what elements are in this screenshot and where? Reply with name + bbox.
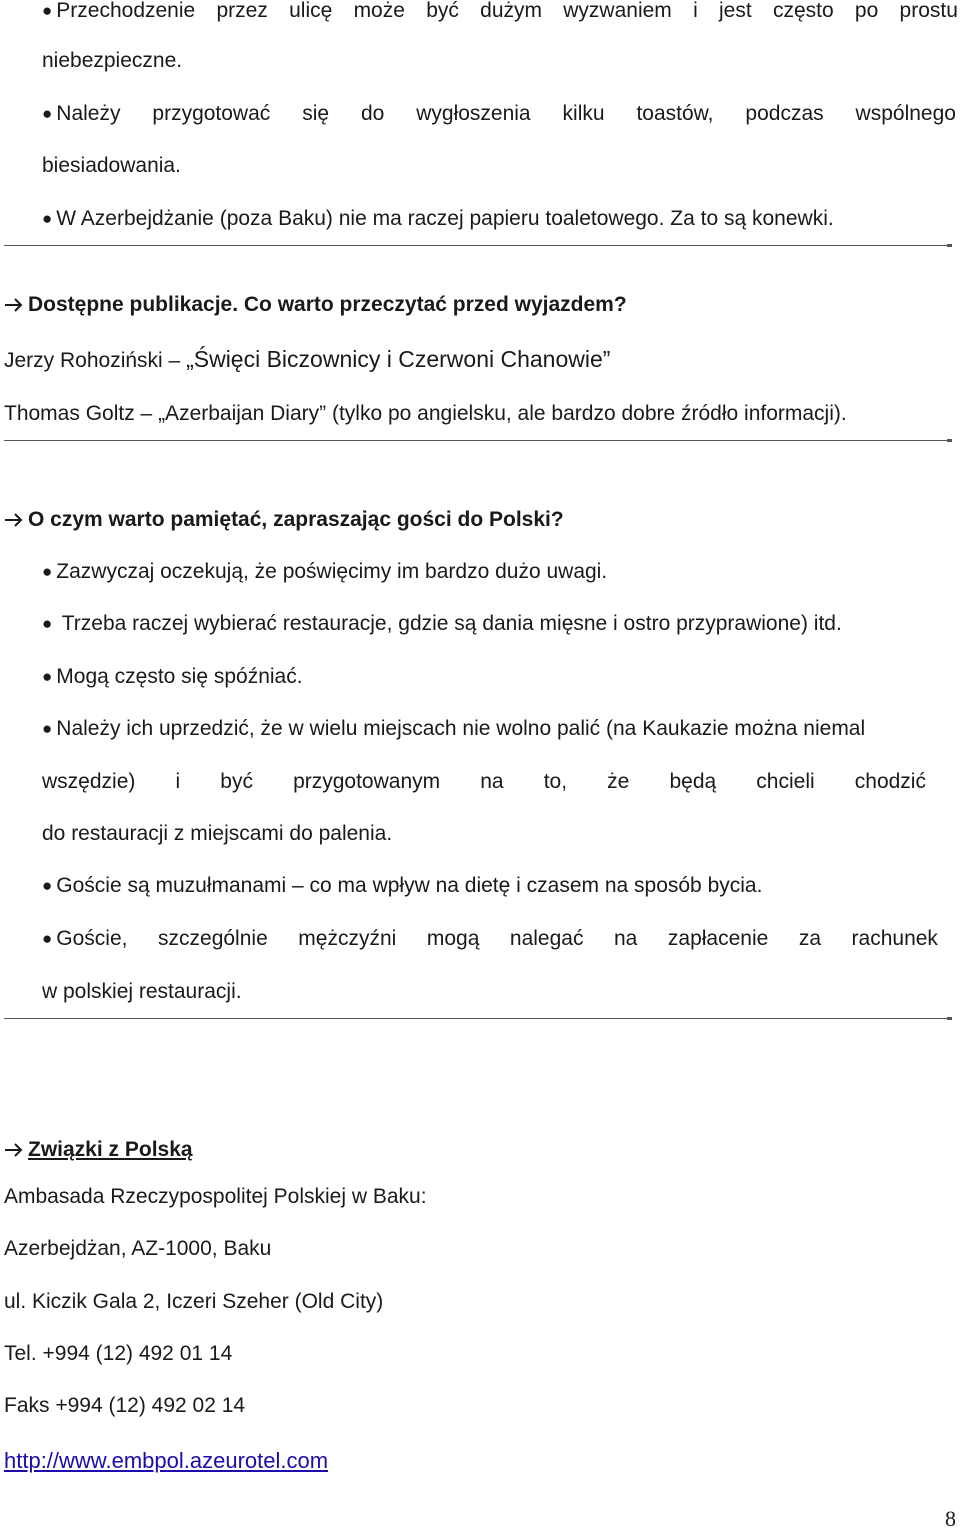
word: i — [693, 0, 698, 22]
word: jest — [719, 0, 752, 22]
bullet-muslims: ● Goście są muzułmanami – co ma wpływ na dietę i czasem na sposób bycia. — [42, 874, 763, 897]
guests-heading: O czym warto pamiętać, zapraszając gości do Polski? — [4, 507, 564, 533]
bullet-toasts — [42, 101, 956, 128]
bullet-street-crossing — [42, 0, 958, 25]
word: mężczyźni — [298, 927, 397, 950]
word: rachunek — [851, 927, 938, 950]
arrow-right-icon — [4, 1137, 28, 1163]
word: przygotować — [152, 102, 271, 125]
bullet-toilet-paper: ● W Azerbejdżanie (poza Baku) nie ma raczej papieru toaletowego. Za to są konewki. — [42, 207, 834, 230]
publication-item-2: Thomas Goltz – „Azerbaijan Diary” (tylko po angielsku, ale bardzo dobre źródło informacji). — [4, 402, 847, 425]
word-with-bullet — [42, 101, 120, 128]
bullet-glyph: ● — [42, 876, 53, 895]
word: kilku — [562, 102, 605, 125]
word: do — [360, 102, 385, 125]
bullet-smoking-cont — [42, 769, 926, 795]
word: chodzić — [854, 770, 926, 793]
word-with-bullet — [42, 0, 195, 25]
word: wyzwaniem — [563, 0, 672, 22]
embassy-fax: Faks +994 (12) 492 02 14 — [4, 1394, 246, 1417]
bullet-restaurants: ● Trzeba raczej wybierać restauracje, gdzie są dania mięsne i ostro przyprawione) itd. — [42, 612, 842, 635]
embassy-street: ul. Kiczik Gala 2, Iczeri Szeher (Old City) — [4, 1290, 384, 1313]
word: przez — [216, 0, 268, 22]
divider — [4, 245, 952, 246]
bullet-glyph: ● — [42, 667, 53, 686]
word-with-bullet — [42, 926, 127, 953]
word: wszędzie) — [42, 770, 136, 793]
bullet-glyph: ● — [42, 209, 53, 228]
bullet-glyph: ● — [42, 562, 53, 581]
word: często — [772, 0, 834, 22]
word: może — [353, 0, 405, 22]
word: szczególnie — [158, 927, 268, 950]
bullet-glyph: ● — [42, 1, 53, 20]
word: być — [220, 770, 253, 793]
divider — [4, 1018, 952, 1019]
arrow-right-icon — [4, 292, 28, 318]
word: ulicę — [289, 0, 333, 22]
word: mogą — [426, 927, 480, 950]
bullet-bill — [42, 926, 938, 953]
bullet-glyph: ● — [42, 614, 53, 633]
publication-title: „Azerbaijan Diary” — [158, 402, 327, 425]
bullet-glyph: ● — [42, 929, 53, 948]
embassy-tel: Tel. +994 (12) 492 01 14 — [4, 1342, 233, 1365]
embassy-name: Ambasada Rzeczypospolitej Polskiej w Baku: — [4, 1185, 427, 1208]
word: chcieli — [756, 770, 815, 793]
word: za — [798, 927, 822, 950]
word: wspólnego — [855, 102, 956, 125]
bullet-late: ● Mogą często się spóźniać. — [42, 665, 303, 688]
bullet-bill-last: w polskiej restauracji. — [42, 980, 242, 1003]
bullet-glyph: ● — [42, 719, 53, 738]
word: dużym — [480, 0, 542, 22]
word: nalegać — [509, 927, 584, 950]
embassy-city: Azerbejdżan, AZ-1000, Baku — [4, 1237, 272, 1260]
word: będą — [669, 770, 717, 793]
bullet-smoking: ● Należy ich uprzedzić, że w wielu miejscach nie wolno palić (na Kaukazie można niemal — [42, 717, 866, 740]
word: podczas — [745, 102, 824, 125]
word: na — [480, 770, 504, 793]
embassy-website-link[interactable] — [4, 1448, 328, 1474]
word: się — [302, 102, 330, 125]
word: że — [607, 770, 630, 793]
publication-item-1: Jerzy Rohoziński – „Święci Biczownicy i Czerwoni Chanowie” — [4, 346, 611, 372]
publications-heading: Dostępne publikacje. Co warto przeczytać przed wyjazdem? — [4, 292, 627, 318]
bullet-toasts-cont: biesiadowania. — [42, 154, 181, 177]
page-number: 8 — [945, 1506, 956, 1531]
divider — [4, 440, 952, 441]
word: toastów, — [636, 102, 714, 125]
word: Należy — [56, 102, 121, 125]
publication-title: „Święci Biczownicy i Czerwoni Chanowie” — [186, 346, 611, 372]
poland-heading: Związki z Polską — [4, 1137, 193, 1163]
word: Goście, — [56, 927, 128, 950]
word: to, — [543, 770, 568, 793]
word: wygłoszenia — [416, 102, 531, 125]
word: być — [426, 0, 459, 22]
bullet-attention: ● Zazwyczaj oczekują, że poświęcimy im bardzo dużo uwagi. — [42, 560, 608, 583]
word: i — [175, 770, 181, 793]
bullet-street-crossing-cont: niebezpieczne. — [42, 49, 183, 72]
word: po — [854, 0, 879, 22]
arrow-right-icon — [4, 507, 28, 533]
word: prostu — [899, 0, 958, 22]
word: na — [614, 927, 638, 950]
embassy-url[interactable]: http://www.embpol.azeurotel.com — [4, 1448, 329, 1473]
bullet-glyph: ● — [42, 104, 53, 123]
word: przygotowanym — [293, 770, 441, 793]
bullet-smoking-last: do restauracji z miejscami do palenia. — [42, 822, 393, 845]
word: Przechodzenie — [56, 0, 196, 22]
word: zapłacenie — [667, 927, 769, 950]
